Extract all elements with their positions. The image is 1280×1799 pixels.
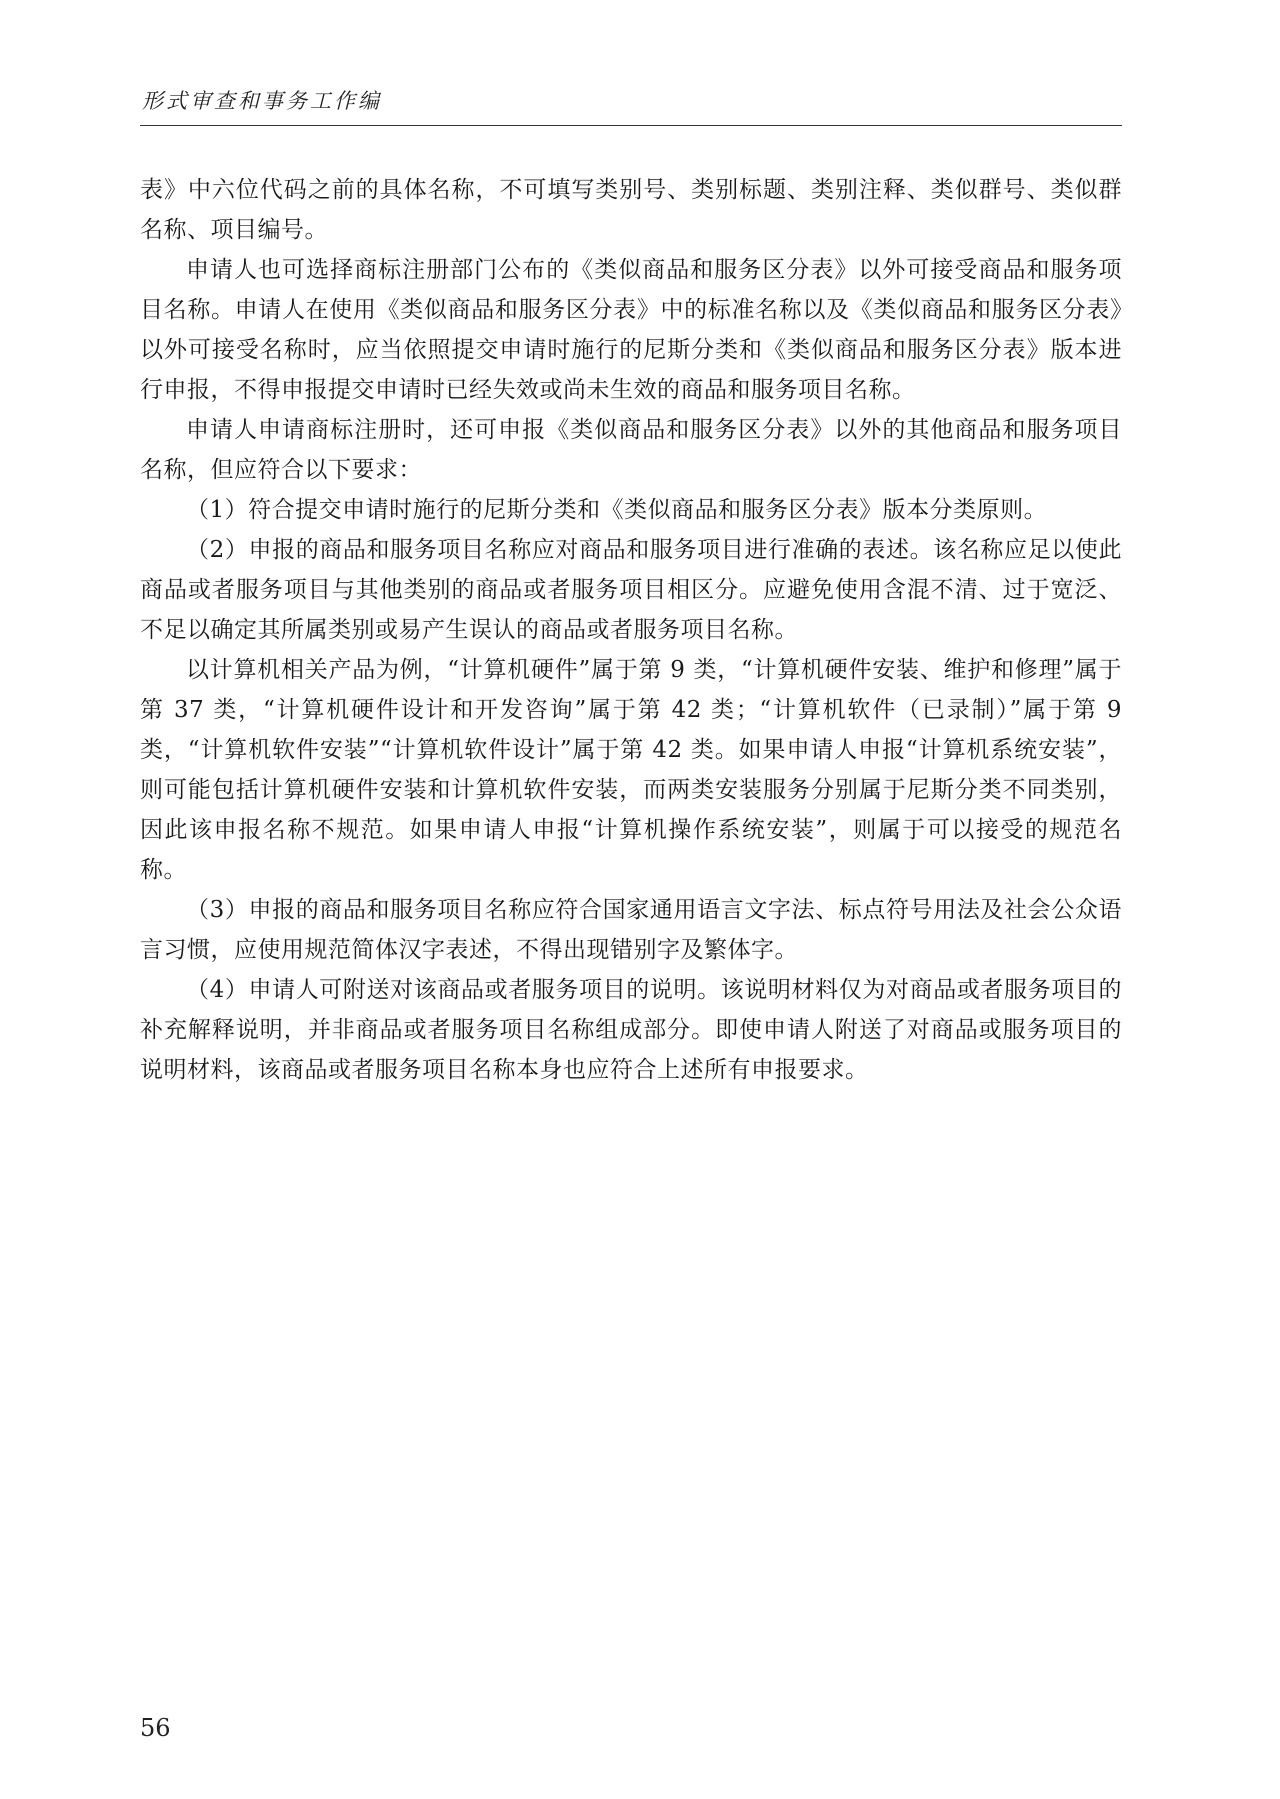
requirement-1: （1）符合提交申请时施行的尼斯分类和《类似商品和服务区分表》版本分类原则。	[186, 497, 1048, 523]
requirement-3: （3）申报的商品和服务项目名称应符合国家通用语言文字法、标点符号用法及社会公众语言习惯，应使用规范简体汉字表述，不得出现错别字及繁体字。	[140, 897, 1122, 963]
requirement-2: （2）申报的商品和服务项目名称应对商品和服务项目进行准确的表述。该名称应足以使此商品或者服务项目与其他类别的商品或者服务项目相区分。应避免使用含混不清、过于宽泛、不足以确定其所属类别或易产生误认的商品或者服务项目名称。	[140, 537, 1122, 643]
header-divider	[140, 125, 1122, 126]
paragraph-other-names: 申请人申请商标注册时，还可申报《类似商品和服务区分表》以外的其他商品和服务项目名称，但应符合以下要求：	[140, 417, 1122, 483]
requirement-4: （4）申请人可附送对该商品或者服务项目的说明。该说明材料仅为对商品或者服务项目的补充解释说明，并非商品或者服务项目名称组成部分。即使申请人附送了对商品或服务项目的说明材料，该商品或者服务项目名称本身也应符合上述所有申报要求。	[140, 977, 1122, 1083]
page-number: 56	[140, 1714, 171, 1742]
paragraph-optional-names: 申请人也可选择商标注册部门公布的《类似商品和服务区分表》以外可接受商品和服务项目名称。申请人在使用《类似商品和服务区分表》中的标准名称以及《类似商品和服务区分表》以外可接受名称时，应当依照提交申请时施行的尼斯分类和《类似商品和服务区分表》版本进行申报，不得申报提交申请时已经失效或尚未生效的商品和服务项目名称。	[140, 257, 1122, 403]
running-header	[140, 84, 1122, 124]
body-text	[140, 170, 1122, 1090]
paragraph-computer-example: 以计算机相关产品为例，“计算机硬件”属于第 9 类，“计算机硬件安装、维护和修理”属于第 37 类，“计算机硬件设计和开发咨询”属于第 42 类；“计算机软件（已录制）”属于第 9 类，“计算机软件安装”“计算机软件设计”属于第 42 类。如果申请人申报“计算机系统安装”，则可能包括计算机硬件安装和计算机软件安装，而两类安装服务分别属于尼斯分类不同类别，因此该申报名称不规范。如果申请人申报“计算机操作系统安装”，则属于可以接受的规范名称。	[140, 657, 1122, 883]
paragraph-continuation: 表》中六位代码之前的具体名称，不可填写类别号、类别标题、类别注释、类似群号、类似群名称、项目编号。	[140, 177, 1122, 243]
header-title: 形式审查和事务工作编	[142, 89, 382, 113]
